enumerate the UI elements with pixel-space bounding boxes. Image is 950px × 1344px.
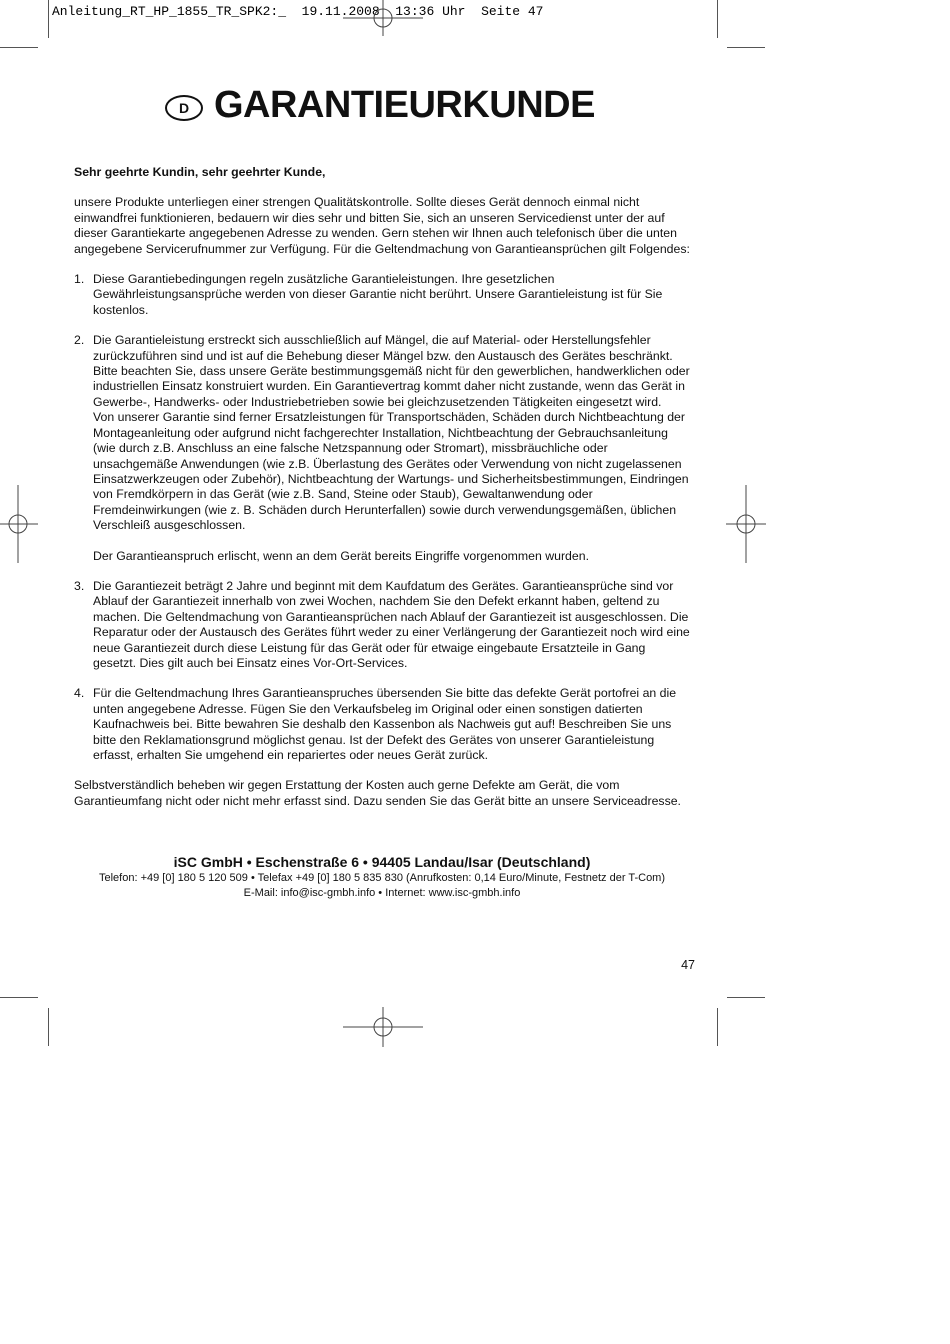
contact-block [74,853,690,901]
crop-mark [717,0,718,38]
list-item [74,579,690,671]
crop-mark [48,1008,49,1046]
company-address: iSC GmbH • Eschenstraße 6 • 94405 Landau/Isar (Deutschland) [173,854,591,870]
list-item [74,686,690,763]
intro-paragraph: unsere Produkte unterliegen einer strengen Qualitätskontrolle. Sollte dieses Gerät dennoch einmal nicht einwandfrei funktionieren, bedauern wir dies sehr und bitten Sie, sich an unseren Servicedienst unter der auf dieser Garantiekarte angegebenen Adresse zu wenden. Gern stehen wir Ihnen auch telefonisch über die unten angegebene Servicerufnummer zur Verfügung. Für die Geltendmachung von Garantieansprüchen gilt Folgendes: [74,195,690,256]
list-item-number: 1. [74,272,85,287]
document-body [74,165,690,809]
title-row [165,84,595,127]
phone-line: Telefon: +49 [0] 180 5 120 509 • Telefax +49 [0] 180 5 835 830 (Anrufkosten: 0,14 Euro/Minute, Festnetz der T-Com) [98,872,666,884]
crop-mark [727,47,765,48]
registration-mark-icon [343,0,423,36]
registration-mark-icon [0,485,40,563]
list-item-paragraph: Für die Geltendmachung Ihres Garantieanspruches übersenden Sie bitte das defekte Gerät portofrei an die unten angegebene Adresse. Fügen Sie den Verkaufsbeleg im Original oder einen sonstigen datierten Kaufnachweis bei. Bitte bewahren Sie deshalb den Kassenbon als Nachweis gut auf! Beschreiben Sie uns bitte den Reklamationsgrund möglichst genau. Ist der Defekt des Gerätes von unserer Garantieleistung erfasst, erhalten Sie umgehend ein repariertes oder neues Gerät zurück. [93,686,677,762]
registration-mark-icon [726,485,766,563]
closing-paragraph: Selbstverständlich beheben wir gegen Erstattung der Kosten auch gerne Defekte am Gerät, die vom Garantieumfang nicht oder nicht mehr erfasst sind. Dazu senden Sie das Gerät bitte an unsere Serviceadresse. [74,778,681,808]
list-item-paragraph: Die Garantieleistung erstreckt sich ausschließlich auf Mängel, die auf Material- oder Herstellungsfehler zurückzuführen sind und ist auf die Behebung dieser Mängel bzw. den Austausch des Gerätes beschränkt. Bitte beachten Sie, dass unsere Geräte bestimmungsgemäß nicht für den gewerblichen, handwerklichen oder industriellen Einsatz konstruiert wurden. Ein Garantievertrag kommt daher nicht zustande, wenn das Gerät in Gewerbe-, Handwerks- oder Industriebetrieben sowie bei gleichzusetzenden Tätigkeiten eingesetzt wird. [93,333,690,409]
list-item-paragraph: Der Garantieanspruch erlischt, wenn an dem Gerät bereits Eingriffe vorgenommen wurden. [93,548,589,563]
crop-mark [0,47,38,48]
web-line: E-Mail: info@isc-gmbh.info • Internet: www.isc-gmbh.info [243,887,521,899]
crop-mark [727,997,765,998]
list-item-paragraph: Diese Garantiebedingungen regeln zusätzliche Garantieleistungen. Ihre gesetzlichen Gewährleistungsansprüche werden von dieser Garantie nicht berührt. Unsere Garantieleistung ist für Sie kostenlos. [93,272,663,317]
list-item-body [93,272,690,318]
list-item-body [93,579,690,671]
list-item [74,272,690,318]
list-item-body [93,686,690,763]
list-item-paragraph: Die Garantiezeit beträgt 2 Jahre und beginnt mit dem Kaufdatum des Gerätes. Garantieansprüche sind vor Ablauf der Garantiezeit innerhalb von zwei Wochen, nachdem Sie den Defekt erkannt haben, geltend zu machen. Die Geltendmachung von Garantieansprüchen nach Ablauf der Garantiezeit ist ausgeschlossen. Die Reparatur oder der Austausch des Gerätes führt weder zu einer Verlängerung der Garantiezeit noch wird eine neue Garantiezeit durch diese Leistung für das Gerät oder für etwaige eingebaute Ersatzteile in Gang gesetzt. Dies gilt auch bei Einsatz eines Vor-Ort-Services. [93,578,690,670]
page-number: 47 [681,958,695,972]
list-item [74,333,690,564]
greeting: Sehr geehrte Kundin, sehr geehrter Kunde, [74,165,326,179]
list-item-number: 3. [74,578,85,593]
crop-mark [717,1008,718,1046]
print-header-slug: Anleitung_RT_HP_1855_TR_SPK2:_ 19.11.2008 13:36 Uhr Seite 47 [52,4,544,19]
crop-mark [0,997,38,998]
list-item-body [93,333,690,564]
crop-mark [48,0,49,38]
page-title: GARANTIEURKUNDE [214,84,595,126]
list-item-paragraph: Von unserer Garantie sind ferner Ersatzleistungen für Transportschäden, Schäden durch Nichtbeachtung der Montageanleitung oder aufgrund nicht fachgerechter Installation, Nichtbeachtung der Gebrauchsanleitung (wie durch z.B. Anschluss an eine falsche Netzspannung oder Stromart), missbräuchliche oder unsachgemäße Anwendungen (wie z.B. Überlastung des Gerätes oder Verwendung von nicht zugelassenen Einsatzwerkzeugen oder Zubehör), Nichtbeachtung der Wartungs- und Sicherheitsbestimmungen, Eindringen von Fremdkörpern in das Gerät (wie z.B. Sand, Steine oder Staub), Gewaltanwendung oder Fremdeinwirkungen (wie z. B. Schäden durch Herunterfallen) sowie durch verwendungsgemäßen, üblichen Verschleiß ausgeschlossen. [93,410,689,533]
list-item-number: 2. [74,333,85,348]
language-badge: D [165,95,203,121]
list-item-number: 4. [74,686,85,701]
registration-mark-icon [343,1007,423,1047]
